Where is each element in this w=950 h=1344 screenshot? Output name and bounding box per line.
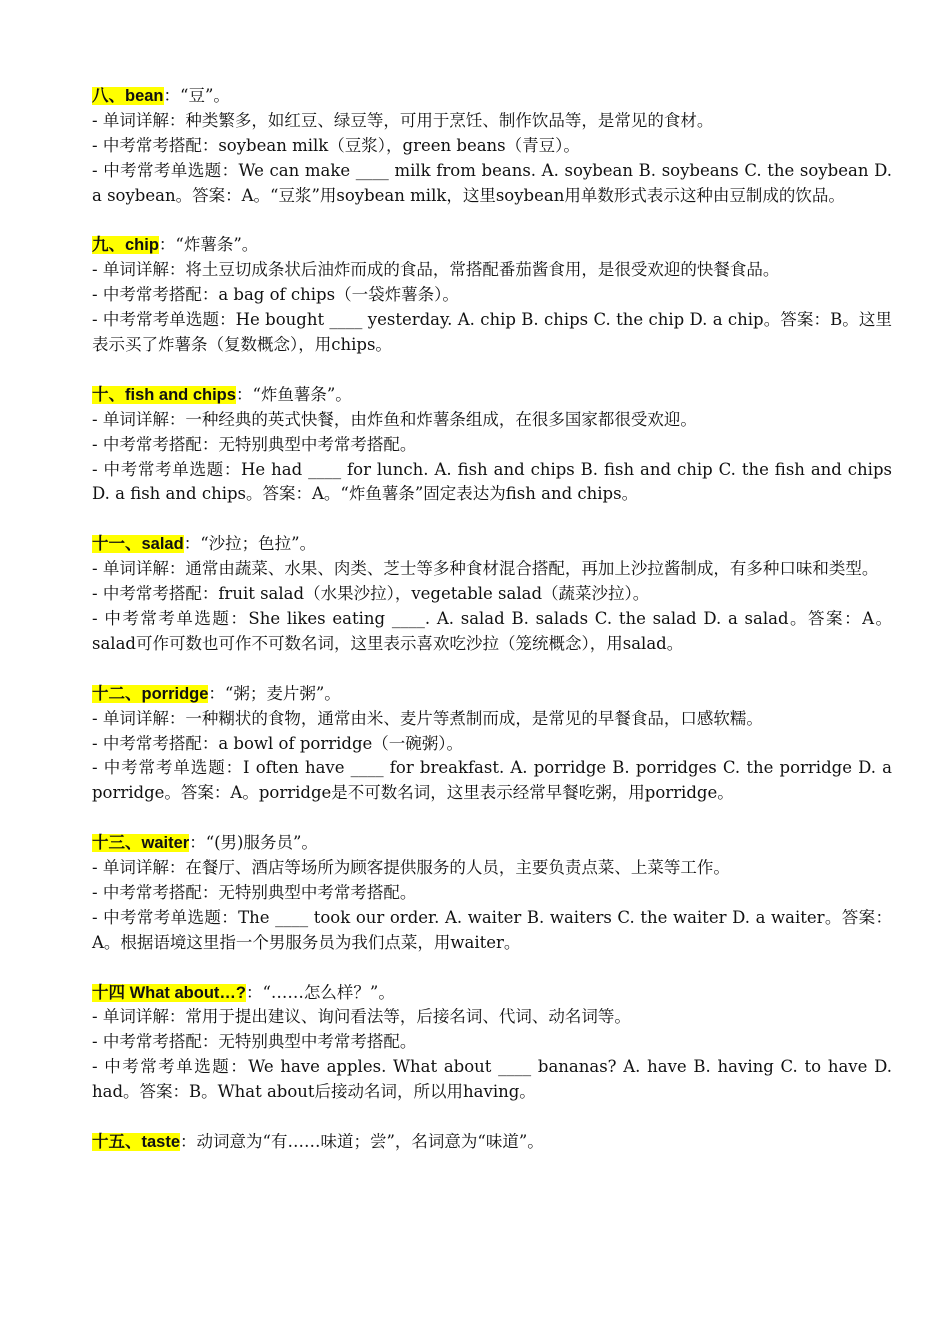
highlighted-term: 十、fish and chips xyxy=(92,385,236,404)
collocation-line: - 中考常考搭配：无特别典型中考常考搭配。 xyxy=(92,1032,417,1052)
definition-line: - 单词详解：通常由蔬菜、水果、肉类、芝士等多种食材混合搭配，再加上沙拉酱制成，有多种口味和类型。 xyxy=(92,559,879,579)
vocab-section xyxy=(92,84,892,209)
collocation-line: - 中考常考搭配：a bowl of porridge（一碗粥）。 xyxy=(92,733,464,753)
section-heading xyxy=(92,84,892,109)
quiz-line: - 中考常考单选题：The ____ took our order. A. waiter B. waiters C. the waiter D. a waiter。答案：A。根据语境这里指一个男服务员为我们点菜，用waiter。 xyxy=(92,907,892,952)
section-heading xyxy=(92,831,892,856)
vocab-section xyxy=(92,532,892,657)
highlighted-term: 十二、porridge xyxy=(92,684,209,703)
term-meaning: ：“炸鱼薯条”。 xyxy=(235,384,352,404)
highlighted-term: 十三、waiter xyxy=(92,834,190,853)
vocab-section xyxy=(92,383,892,508)
highlighted-term: 十四 What about…? xyxy=(92,983,246,1002)
section-heading xyxy=(92,532,892,557)
highlighted-term: 十五、taste xyxy=(92,1132,181,1151)
quiz-line: - 中考常考单选题：I often have ____ for breakfast. A. porridge B. porridges C. the porridge D. a porridge。答案：A。porridge是不可数名词，这里表示经常早餐吃粥，用porridge。 xyxy=(92,758,892,803)
quiz-line: - 中考常考单选题：He bought ____ yesterday. A. chip B. chips C. the chip D. a chip。答案：B。这里表示买了炸薯条（复数概念），用chips。 xyxy=(92,310,892,355)
definition-line: - 单词详解：一种糊状的食物，通常由米、麦片等煮制而成，是常见的早餐食品，口感软糯。 xyxy=(92,708,763,728)
quiz-line: - 中考常考单选题：We have apples. What about ____ bananas? A. have B. having C. to have D. had。答案：B。What about后接动名词，所以用having。 xyxy=(92,1057,892,1102)
vocab-section xyxy=(92,831,892,956)
vocab-section xyxy=(92,233,892,358)
highlighted-term: 十一、salad xyxy=(92,535,184,554)
section-heading xyxy=(92,233,892,258)
definition-line: - 单词详解：将土豆切成条状后油炸而成的食品，常搭配番茄酱食用，是很受欢迎的快餐食品。 xyxy=(92,260,780,280)
section-heading xyxy=(92,383,892,408)
section-heading xyxy=(92,1130,892,1155)
section-heading xyxy=(92,981,892,1006)
vocab-section xyxy=(92,1130,892,1155)
quiz-line: - 中考常考单选题：She likes eating ____. A. salad B. salads C. the salad D. a salad。答案：A。salad可作可数也可作不可数名词，这里表示喜欢吃沙拉（笼统概念），用salad。 xyxy=(92,608,892,653)
collocation-line: - 中考常考搭配：a bag of chips（一袋炸薯条）。 xyxy=(92,285,459,305)
collocation-line: - 中考常考搭配：soybean milk（豆浆），green beans（青豆）。 xyxy=(92,135,580,155)
definition-line: - 单词详解：一种经典的英式快餐，由炸鱼和炸薯条组成，在很多国家都很受欢迎。 xyxy=(92,409,697,429)
quiz-line: - 中考常考单选题：We can make ____ milk from beans. A. soybean B. soybeans C. the soybean D. a soybean。答案：A。“豆浆”用soybean milk，这里soybean用单数形式表示这种由豆制成的饮品。 xyxy=(92,160,892,205)
term-meaning: ：“沙拉；色拉”。 xyxy=(183,534,317,554)
term-meaning: ：“……怎么样？”。 xyxy=(245,982,395,1002)
definition-line: - 单词详解：在餐厅、酒店等场所为顾客提供服务的人员，主要负责点菜、上菜等工作。 xyxy=(92,858,730,878)
term-meaning: ：动词意为“有……味道；尝”，名词意为“味道”。 xyxy=(180,1131,544,1151)
collocation-line: - 中考常考搭配：无特别典型中考常考搭配。 xyxy=(92,434,417,454)
term-meaning: ：“粥；麦片粥”。 xyxy=(208,683,341,703)
definition-line: - 单词详解：种类繁多，如红豆、绿豆等，可用于烹饪、制作饮品等，是常见的食材。 xyxy=(92,110,714,130)
quiz-line: - 中考常考单选题：He had ____ for lunch. A. fish and chips B. fish and chip C. the fish and chips D. a fish and chips。答案：A。“炸鱼薯条”固定表达为fish and chips。 xyxy=(92,459,892,504)
term-meaning: ：“豆”。 xyxy=(163,86,230,105)
collocation-line: - 中考常考搭配：无特别典型中考常考搭配。 xyxy=(92,882,417,902)
vocab-section xyxy=(92,981,892,1106)
document-page xyxy=(92,84,892,1180)
section-heading xyxy=(92,682,892,707)
highlighted-term: 九、chip xyxy=(92,236,159,255)
definition-line: - 单词详解：常用于提出建议、询问看法等，后接名词、代词、动名词等。 xyxy=(92,1007,631,1027)
term-meaning: ：“(男)服务员”。 xyxy=(189,833,318,853)
collocation-line: - 中考常考搭配：fruit salad（水果沙拉），vegetable salad（蔬菜沙拉）。 xyxy=(92,584,650,604)
highlighted-term: 八、bean xyxy=(92,87,164,105)
term-meaning: ：“炸薯条”。 xyxy=(158,235,259,255)
vocab-section xyxy=(92,682,892,807)
